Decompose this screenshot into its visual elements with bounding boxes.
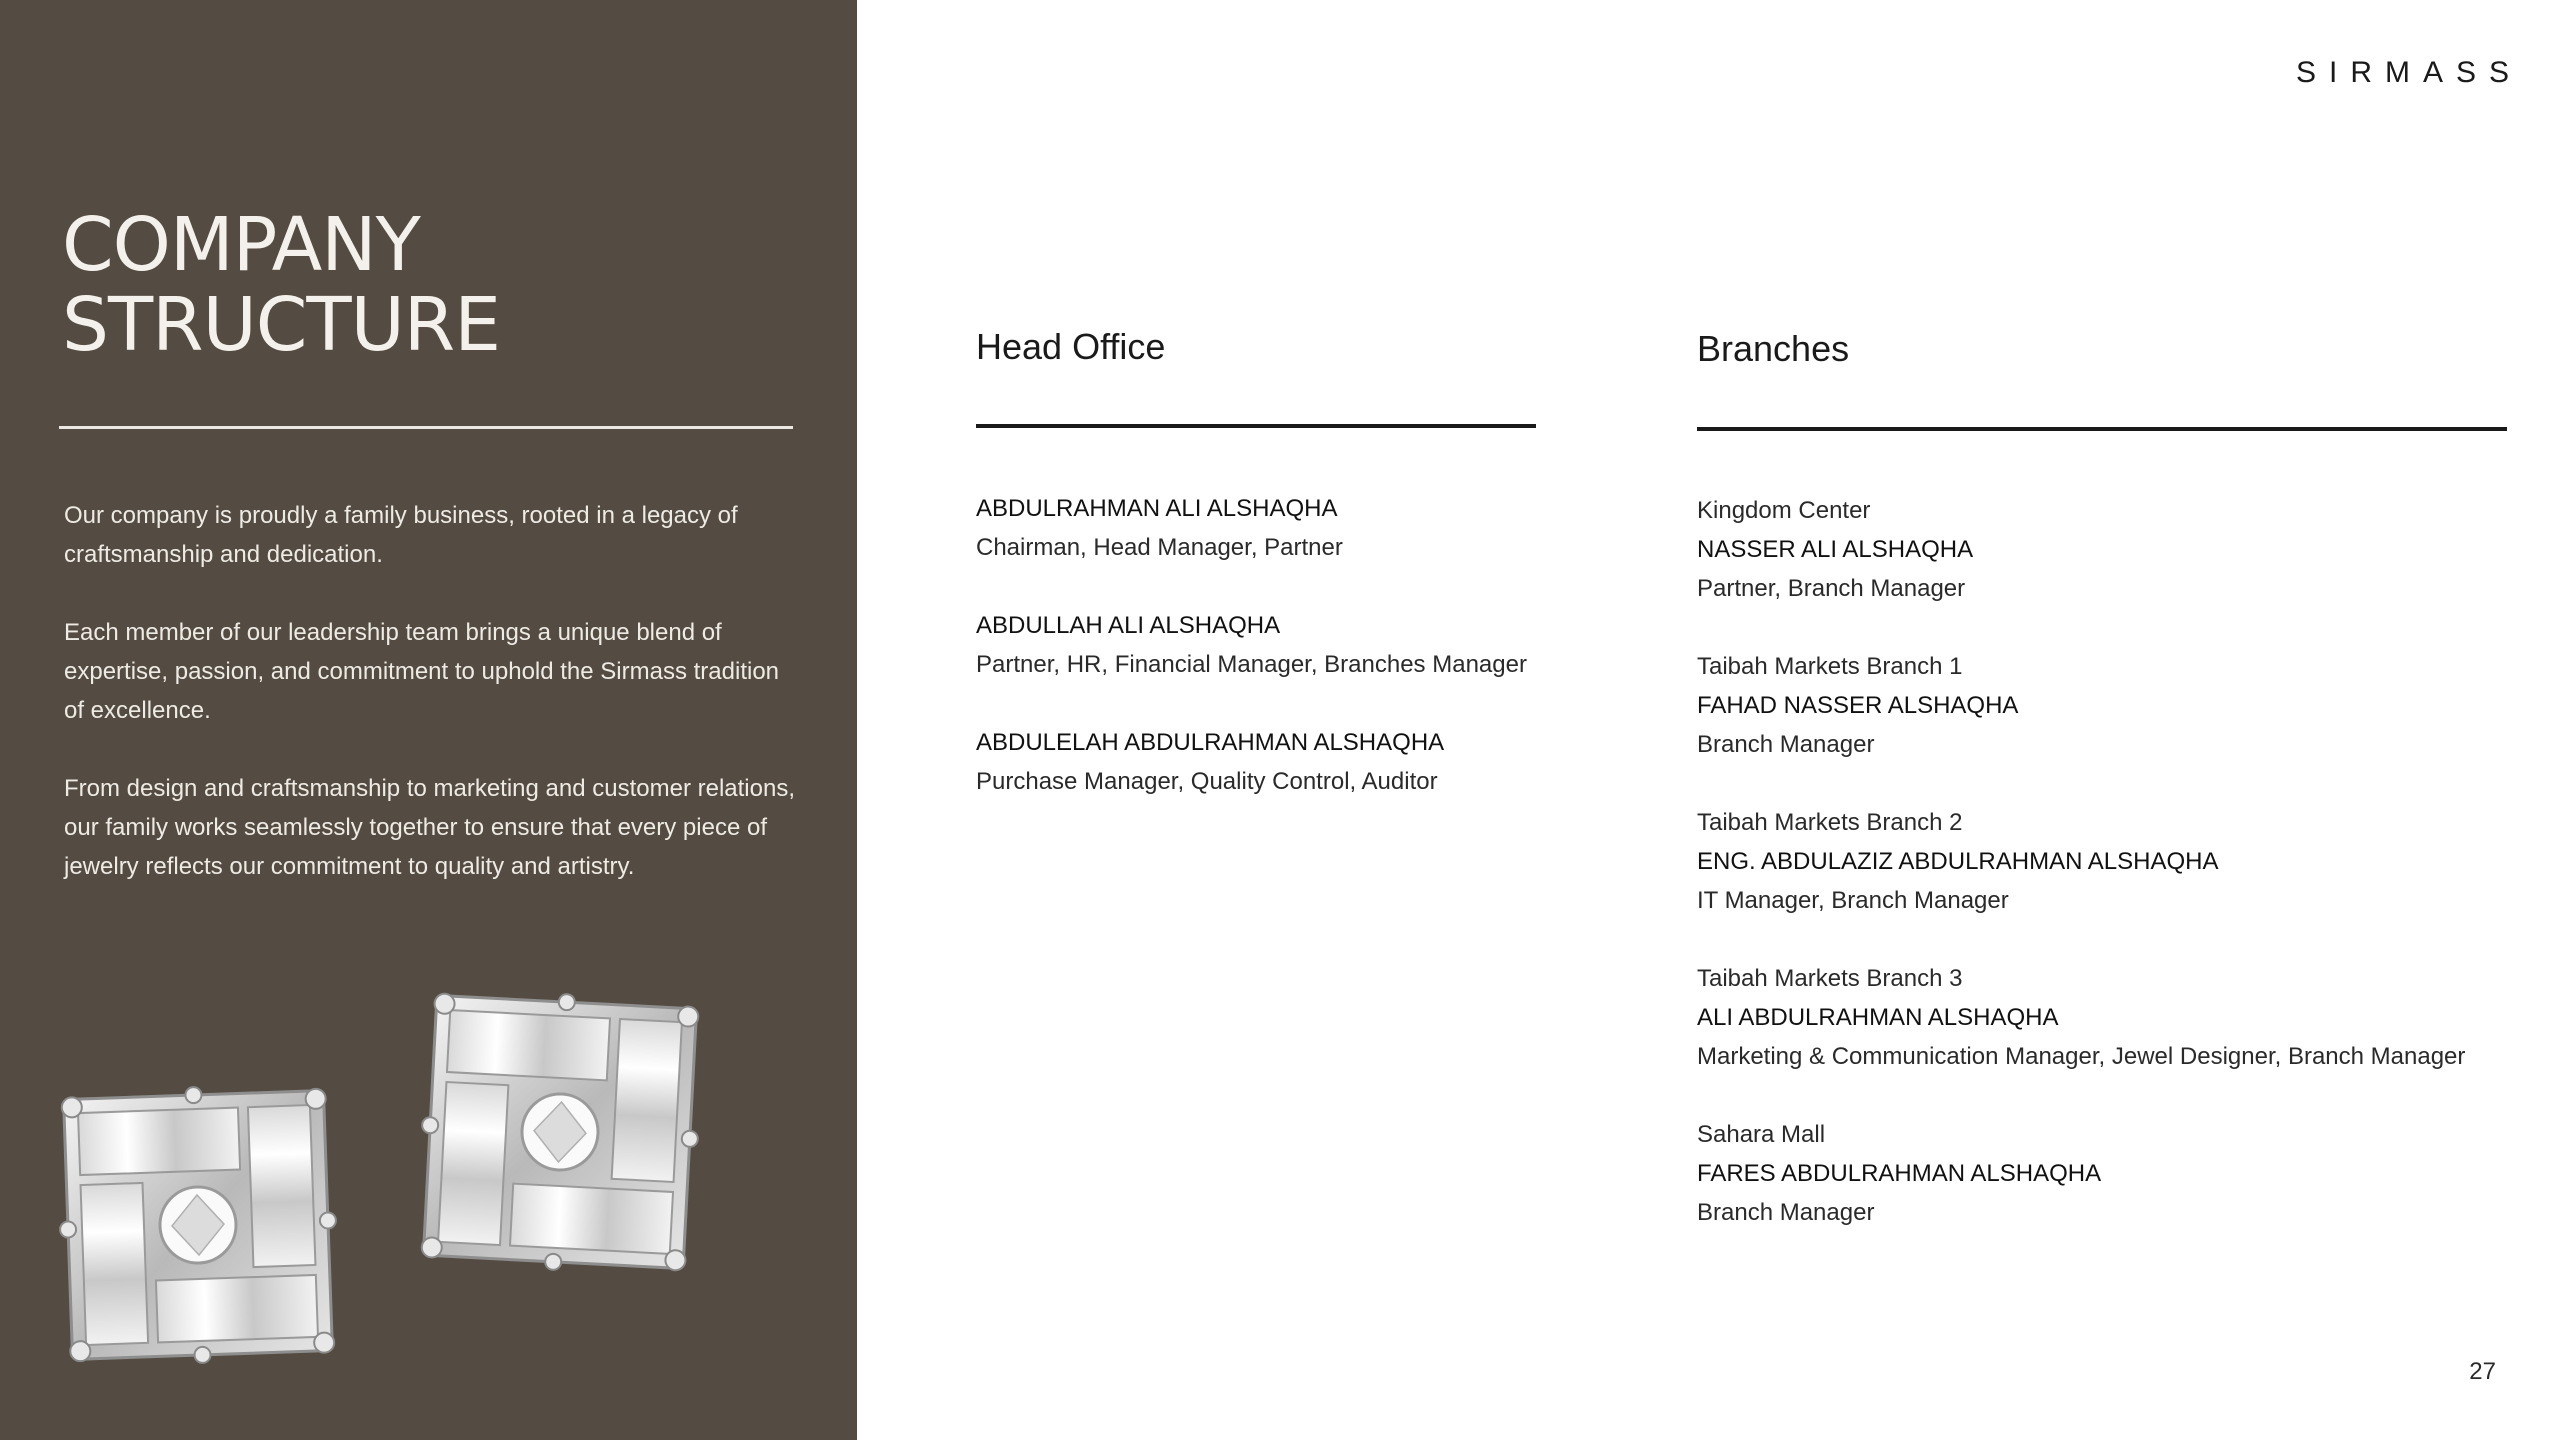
intro-paragraph: Our company is proudly a family business, rooted in a legacy of craftsmanship and dedication. xyxy=(64,502,738,568)
member-name: ALI ABDULRAHMAN ALSHAQHA xyxy=(1697,1004,2059,1031)
member-role: Purchase Manager, Quality Control, Auditor xyxy=(976,768,1438,795)
list-item xyxy=(976,606,1527,684)
member-name: NASSER ALI ALSHAQHA xyxy=(1697,536,1974,563)
branches-list xyxy=(1697,491,2465,1271)
member-name: ABDULLAH ALI ALSHAQHA xyxy=(976,612,1281,639)
member-role: Partner, Branch Manager xyxy=(1697,575,1966,602)
list-item xyxy=(1697,803,2465,920)
branch-location: Taibah Markets Branch 2 xyxy=(1697,809,1963,836)
member-name: ABDULRAHMAN ALI ALSHAQHA xyxy=(976,495,1338,522)
page-number: 27 xyxy=(2469,1358,2496,1385)
page-title xyxy=(62,202,500,368)
branch-location: Sahara Mall xyxy=(1697,1121,1826,1148)
member-name: ENG. ABDULAZIZ ABDULRAHMAN ALSHAQHA xyxy=(1697,848,2219,875)
member-name: ABDULELAH ABDULRAHMAN ALSHAQHA xyxy=(976,729,1445,756)
member-role: Branch Manager xyxy=(1697,1199,1875,1226)
member-role: Chairman, Head Manager, Partner xyxy=(976,534,1343,561)
member-role: Partner, HR, Financial Manager, Branches Manager xyxy=(976,651,1527,678)
member-name: FARES ABDULRAHMAN ALSHAQHA xyxy=(1697,1160,2102,1187)
list-item xyxy=(1697,1115,2465,1232)
branches-divider xyxy=(1697,427,2507,431)
branch-location: Kingdom Center xyxy=(1697,497,1871,524)
title-line-1: COMPANY xyxy=(62,202,420,288)
head-office-heading: Head Office xyxy=(976,326,1166,367)
left-panel xyxy=(0,0,857,1440)
list-item xyxy=(1697,491,2465,608)
branch-location: Taibah Markets Branch 1 xyxy=(1697,653,1963,680)
head-office-list xyxy=(976,489,1527,840)
member-role: Marketing & Communication Manager, Jewel Designer, Branch Manager xyxy=(1697,1043,2466,1070)
member-role: IT Manager, Branch Manager xyxy=(1697,887,2009,914)
head-office-divider xyxy=(976,424,1536,428)
title-line-2: STRUCTURE xyxy=(62,282,500,368)
brand-logo: SIRMASS xyxy=(2295,56,2522,89)
branches-heading: Branches xyxy=(1697,328,1850,369)
intro-text xyxy=(64,496,804,925)
earrings-image xyxy=(50,980,710,1380)
list-item xyxy=(976,489,1527,567)
list-item xyxy=(1697,647,2465,764)
list-item xyxy=(1697,959,2465,1076)
title-divider xyxy=(59,426,793,429)
branch-location: Taibah Markets Branch 3 xyxy=(1697,965,1963,992)
intro-paragraph: From design and craftsmanship to marketing and customer relations, our family works seamlessly together to ensure that every piece of jewelry reflects our commitment to quality and artistry. xyxy=(64,775,796,880)
member-role: Branch Manager xyxy=(1697,731,1875,758)
member-name: FAHAD NASSER ALSHAQHA xyxy=(1697,692,2019,719)
intro-paragraph: Each member of our leadership team brings a unique blend of expertise, passion, and commitment to uphold the Sirmass tradition of excellence. xyxy=(64,619,780,724)
list-item xyxy=(976,723,1527,801)
